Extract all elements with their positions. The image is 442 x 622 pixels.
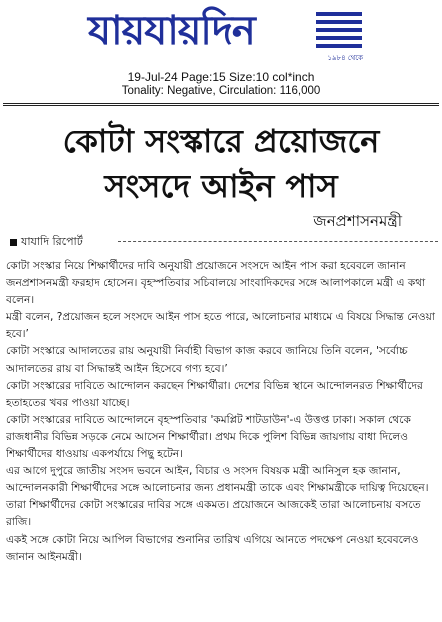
article-paragraph: কোটা সংস্কার নিয়ে শিক্ষার্থীদের দাবি অনুযায়ী প্রয়োজনে সংসদে আইন পাস করা হবেবলে জানান জনপ্রশাসনমন্ত্রী ফরহাদ হোসেন। বৃহস্পতিবার সচিবালয়ে সাংবাদিকদের সঙ্গে আলাপকালে মন্ত্রী এ কথা বলেন। <box>6 260 426 307</box>
headline-line-2: সংসদে আইন পাস <box>104 167 338 205</box>
byline-divider <box>118 241 438 242</box>
newspaper-logo: যায়যায়দিন <box>88 8 255 54</box>
clipping-stats: Tonality: Negative, Circulation: 116,000 <box>121 85 321 97</box>
divider <box>3 105 439 106</box>
article-paragraph: মন্ত্রী বলেন, ?প্রয়োজন হলে সংসদে আইন পাস হতে পারে, আলোচনার মাধ্যমে এ বিষয়ে সিদ্ধান্ত নেওয়া হবে।’ <box>6 311 435 341</box>
logo-stripes-icon <box>316 12 362 50</box>
article-paragraph: কোটা সংস্কারের দাবিতে আন্দোলন করছেন শিক্ষার্থীরা। দেশের বিভিন্ন স্থানে আন্দোলনরত শিক্ষার্থীদের হতাহতের খবর পাওয়া যাচ্ছে। <box>6 379 423 409</box>
article-subtitle: জনপ্রশাসনমন্ত্রী <box>313 212 402 230</box>
byline <box>10 233 83 252</box>
divider <box>3 103 439 104</box>
newspaper-masthead <box>88 6 363 68</box>
article-paragraph: একই সঙ্গে কোটা নিয়ে আপিল বিভাগের শুনানির তারিখ এগিয়ে আনতে পদক্ষেপ নেওয়া হবেবলেও জানান আইনমন্ত্রী। <box>6 533 419 563</box>
article-paragraph: এর আগে দুপুরে জাতীয় সংসদ ভবনে আইন, বিচার ও সংসদ বিষয়ক মন্ত্রী আনিসুল হক জানান, আন্দোলনকারী শিক্ষার্থীদের সঙ্গে আলোচনার জন্য প্রধানমন্ত্রী তাকে এবং শিক্ষামন্ত্রীকে দায়িত্ব দিয়েছেন। তারা শিক্ষার্থীদের কোটা সংস্কারের দাবির সঙ্গে একমত। প্রয়োজনে আজকেই তারা আলোচনায় বসতে রাজি। <box>6 465 429 529</box>
masthead-tagline: ১৯৮৪ থেকে <box>327 54 363 62</box>
article-body <box>6 258 436 618</box>
headline-line-1: কোটা সংস্কারে প্রয়োজনে <box>62 122 380 160</box>
clipping-info: 19-Jul-24 Page:15 Size:10 col*inch <box>127 70 315 84</box>
byline-text: যাযাদি রিপোর্ট <box>21 235 83 248</box>
article-paragraph: কোটা সংস্কারের দাবিতে আন্দোলনে বৃহস্পতিবার 'কমপ্লিট শাটডাউন'-এ উত্তপ্ত ঢাকা। সকাল থেকে রাজধানীর বিভিন্ন সড়কে নেমে আসেন শিক্ষার্থীরা। প্রথম দিকে পুলিশ বিভিন্ন জায়গায় বাধা দিলেও শিক্ষার্থীদের ধাওয়ায় একপর্যায়ে পিছু হটেন। <box>6 413 411 461</box>
bullet-square-icon <box>10 239 17 246</box>
article-paragraph: কোটা সংস্কারে আদালতের রায় অনুযায়ী নির্বাহী বিভাগ কাজ করবে জানিয়ে তিনি বলেন, 'সর্বোচ্চ আদালতের রায় বা সিদ্ধান্তই আইন হিসেবে গণ্য হবে।’ <box>6 345 408 375</box>
